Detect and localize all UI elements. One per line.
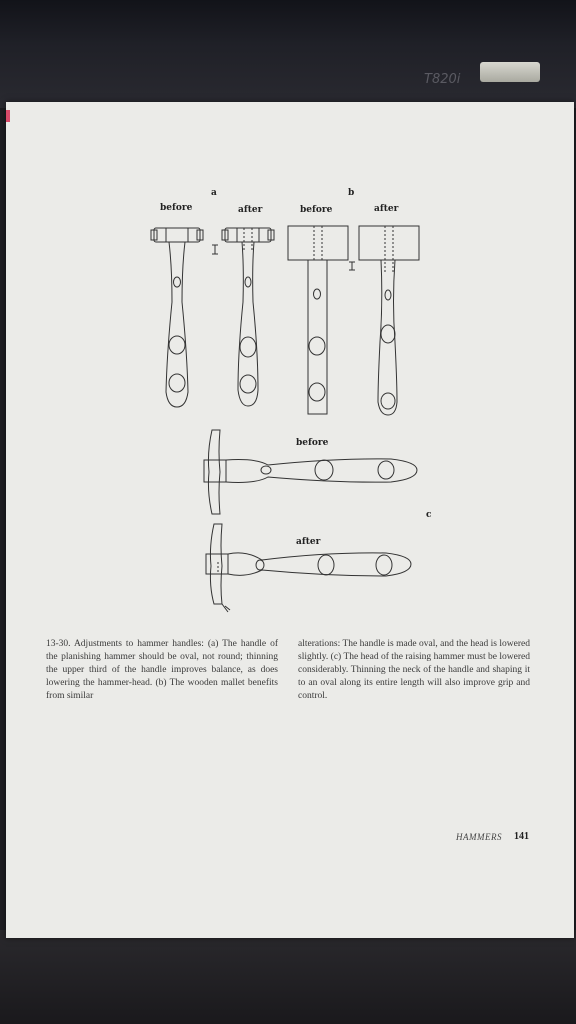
label-a-before: before: [160, 203, 193, 213]
figure-caption-right: alterations: The handle is made oval, and the head is lowered slightly. (c) The head of the raising hammer must be lowered considerably. Thinning the neck of the handle and shaping it to an oval along its entire length will also improve grip and control.: [298, 639, 530, 701]
running-footer-section: HAMMERS: [456, 832, 502, 842]
label-b-after: after: [374, 204, 399, 214]
figure-caption-left: 13-30. Adjustments to hammer handles: (a) The handle of the planishing hammer should be oval, not round; thinning the upper third of the handle improves balance, as does lowering the hammer-head. (b) The wooden mallet benefits from similar: [46, 639, 278, 701]
laptop-model-label: T820i: [424, 72, 461, 87]
binder-clip: [480, 62, 540, 82]
label-b-before: before: [300, 205, 333, 215]
label-group-b: b: [348, 188, 355, 198]
label-group-c: c: [426, 510, 432, 520]
mallet-b-after-drawing: [349, 226, 419, 415]
label-a-after: after: [238, 205, 263, 215]
hammer-a-before-drawing: [151, 228, 203, 407]
hammer-illustration: [6, 102, 574, 622]
book-page: [6, 102, 574, 938]
label-group-a: a: [211, 188, 217, 198]
label-c-after: after: [296, 537, 321, 547]
hammer-a-after-drawing: [212, 228, 274, 406]
laptop-background: [0, 0, 576, 108]
hammer-c-after-drawing: [206, 524, 411, 612]
page-number: 141: [514, 831, 529, 842]
hammer-c-before-drawing: [204, 430, 417, 514]
mallet-b-before-drawing: [288, 226, 348, 414]
label-c-before: before: [296, 438, 329, 448]
table-surface: [0, 930, 576, 1024]
